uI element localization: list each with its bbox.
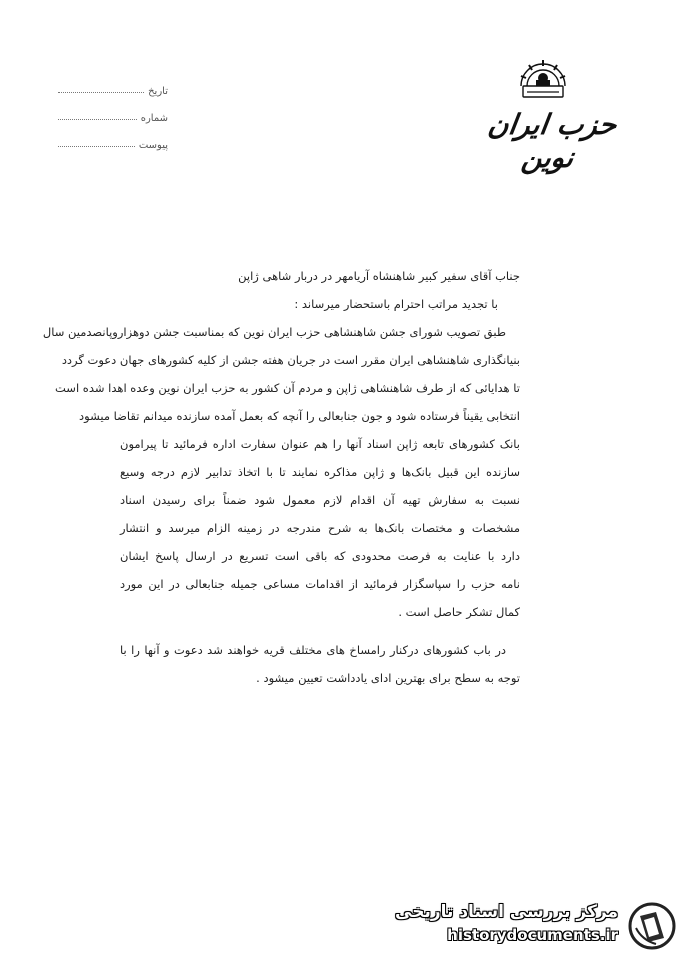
letter-body [42, 262, 520, 692]
paragraph-line: انتخابی یقیناً فرستاده شود و جون جنابعالی را آنچه که بعمل آمده سازنده میدانم تقاضا میشود [79, 409, 520, 423]
archive-watermark [395, 898, 682, 952]
number-field [58, 97, 168, 124]
party-name-logotype: حزب ایران نوین [485, 108, 619, 174]
number-label: شماره [140, 113, 168, 124]
paragraph-line: طبق تصویب شورای جشن شاهنشاهی حزب ایران نوین که بمناسبت جشن دوهزاروپانصدمین سال [42, 325, 506, 339]
date-dotted-line [58, 91, 144, 93]
watermark-title: مرکز بررسی اسناد تاریخی [395, 902, 618, 922]
number-dotted-line [58, 118, 137, 120]
paragraph-line: بنیانگذاری شاهنشاهی ایران مقرر است در جریان هفته جشن از کلیه کشورهای جهان دعوت گردد [61, 353, 520, 367]
addressee-line: جناب آقای سفیر کبیر شاهنشاه آریامهر در دربار شاهی ژاپن [238, 269, 520, 283]
date-label: تاریخ [148, 86, 168, 97]
paragraph-line: در باب کشورهای درکنار رامساخ های مختلف قریه خواهند شد دعوت و آنها را با [120, 643, 506, 657]
paragraph-line: تا هدایائی که از طرف شاهنشاهی ژاپن و مردم آن کشور به حزب ایران نوین وعده اهدا شده است [55, 381, 520, 395]
archive-logo-icon [626, 900, 678, 952]
paragraph-line: نامه حزب را سپاسگزار فرمائید از اقدامات مساعی جمیله جنابعالی در این مورد [120, 577, 520, 591]
paragraph-line: دارد با عنایت به فرصت محدودی که باقی است تسریع در ارسال پاسخ ایشان [120, 549, 520, 563]
salutation-line: با تجدید مراتب احترام باستحضار میرساند : [294, 297, 498, 311]
paragraph-line: بانک کشورهای تابعه ژاپن اسناد آنها را هم عنوان سفارت اداره فرمائید تا پیرامون [120, 437, 520, 451]
attachment-field [58, 124, 168, 151]
paragraph-line: نسبت به سفارش تهیه آن اقدام لازم معمول شود ضمناً برای رسیدن اسناد [120, 493, 520, 507]
paragraph-last-line: توجه به سطح برای بهترین ادای یادداشت تعیین میشود . [256, 671, 520, 685]
party-seal-icon [513, 56, 573, 104]
watermark-url: historydocuments.ir [447, 926, 618, 944]
attachment-label: پیوست [138, 140, 168, 151]
letterhead-fields [58, 70, 168, 151]
date-field [58, 70, 168, 97]
paragraph-line: مشخصات و مختصات بانک‌ها به شرح مندرجه در زمینه الزام میرسد و انتشار [120, 521, 520, 535]
attachment-dotted-line [58, 145, 135, 147]
paragraph-line: سازنده این قبیل بانک‌ها و ژاپن مذاکره نمایند تا با اتخاذ تدابیر لازم درجه وسیع [120, 465, 520, 479]
paragraph-last-line: کمال تشکر حاصل است . [398, 605, 520, 619]
